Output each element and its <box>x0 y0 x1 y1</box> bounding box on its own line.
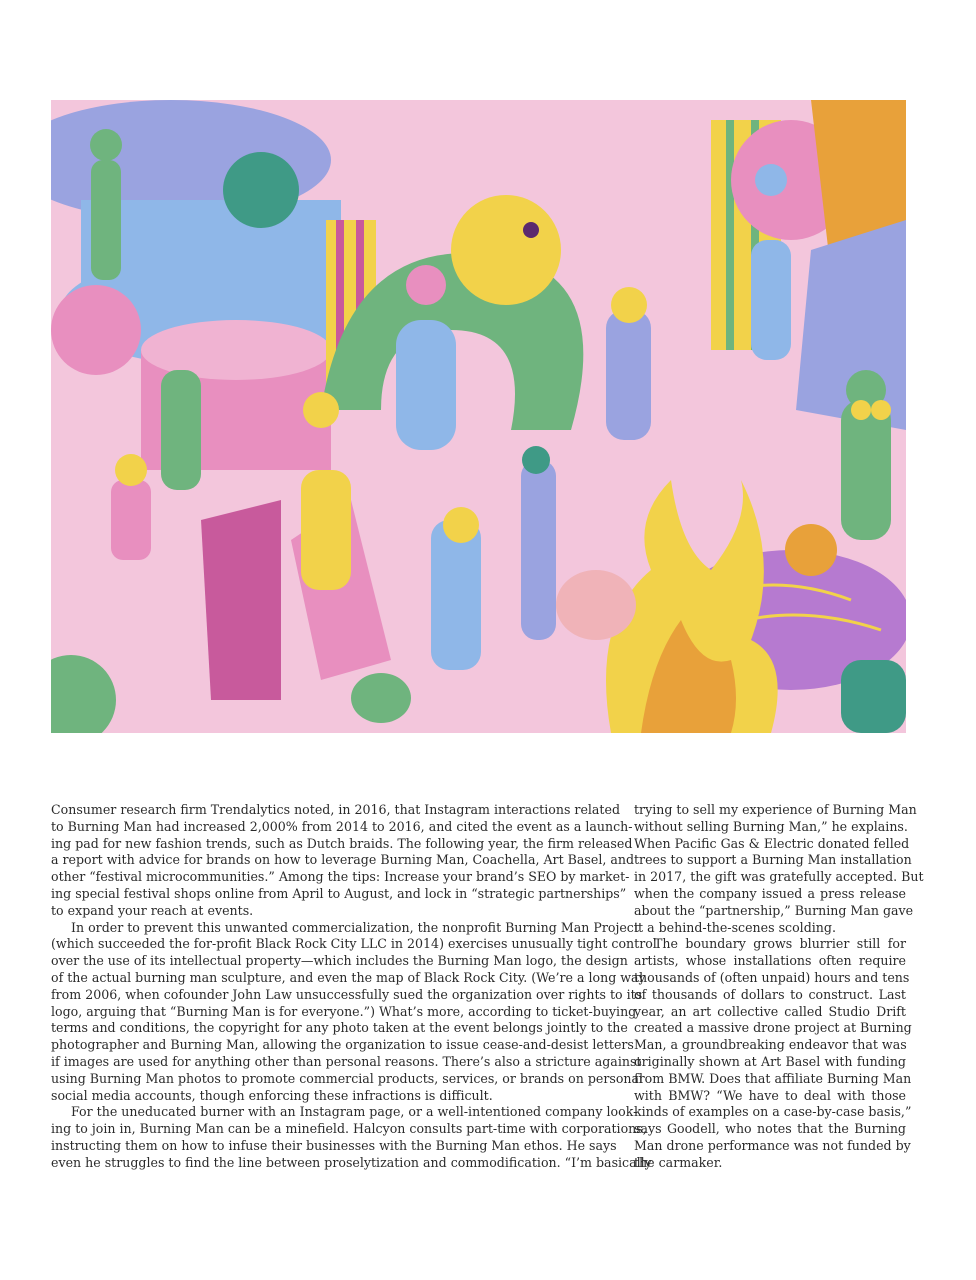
text-line: from BMW. Does that affiliate Burning Man <box>634 1070 912 1086</box>
text-line: it a behind-the-scenes scolding. <box>634 919 836 935</box>
text-line: using Burning Man photos to promote commercial products, services, or brands on personal <box>51 1070 644 1086</box>
text-line: about the “partnership,” Burning Man gave <box>634 902 914 918</box>
text-line: in 2017, the gift was gratefully accepted. But <box>634 869 924 885</box>
text-line: when the company issued a press release <box>634 885 906 901</box>
text-line: trying to sell my experience of Burning Man <box>634 802 917 817</box>
text-line: Consumer research firm Trendalytics noted, in 2016, that Instagram interactions related <box>51 802 621 817</box>
text-line: logo, arguing that “Burning Man is for everyone.”) What’s more, according to ticket-buying <box>51 1003 637 1019</box>
article-right-column <box>634 802 924 1172</box>
text-line: of thousands of dollars to construct. Last <box>634 986 906 1002</box>
text-line: instructing them on how to infuse their businesses with the Burning Man ethos. He says <box>51 1137 617 1153</box>
article-left-column <box>51 802 657 1172</box>
text-line: if images are used for anything other than personal reasons. There’s also a stricture against <box>51 1053 642 1069</box>
text-line: The boundary grows blurrier still for <box>654 936 906 952</box>
text-line: Man, a groundbreaking endeavor that was <box>634 1037 907 1053</box>
text-line: ing to join in, Burning Man can be a minefield. Halcyon consults part-time with corporations, <box>51 1121 647 1137</box>
text-line: Man drone performance was not funded by <box>634 1137 911 1153</box>
text-line: photographer and Burning Man, allowing the organization to issue cease-and-desist letters <box>51 1037 634 1053</box>
text-line: year, an art collective called Studio Drift <box>634 1003 906 1019</box>
text-line: thousands of (often unpaid) hours and tens <box>634 969 910 985</box>
text-line: to expand your reach at events. <box>51 902 254 918</box>
text-line: For the uneducated burner with an Instagram page, or a well-intentioned company look- <box>71 1104 638 1120</box>
text-line: artists, whose installations often require <box>634 953 906 969</box>
text-line: In order to prevent this unwanted commercialization, the nonprofit Burning Man Project <box>71 919 639 935</box>
festival-illustration <box>51 100 906 733</box>
text-line: created a massive drone project at Burning <box>634 1020 912 1036</box>
text-line: without selling Burning Man,” he explains. <box>634 818 908 834</box>
text-line: When Pacific Gas & Electric donated felled <box>634 835 910 851</box>
text-line: terms and conditions, the copyright for any photo taken at the event belongs jointly to the <box>51 1020 628 1036</box>
text-line: the carmaker. <box>634 1154 723 1170</box>
text-line: says Goodell, who notes that the Burning <box>634 1121 906 1137</box>
text-line: (which succeeded the for-profit Black Rock City LLC in 2014) exercises unusually tight control <box>51 936 657 952</box>
festival-crowd-illustration-icon <box>51 100 906 733</box>
text-line: to Burning Man had increased 2,000% from 2014 to 2016, and cited the event as a launch- <box>51 818 633 834</box>
text-line: even he struggles to find the line between proselytization and commodification. “I’m basically <box>51 1154 652 1170</box>
text-line: ing pad for new fashion trends, such as Dutch braids. The following year, the firm released <box>51 835 633 851</box>
text-line: over the use of its intellectual property—which includes the Burning Man logo, the design <box>51 953 628 969</box>
text-line: trees to support a Burning Man installation <box>634 852 912 868</box>
text-line: other “festival microcommunities.” Among the tips: Increase your brand’s SEO by market- <box>51 869 630 885</box>
text-line: of the actual burning man sculpture, and even the map of Black Rock City. (We’re a long way <box>51 969 646 985</box>
text-line: ing special festival shops online from April to August, and lock in “strategic partnerships” <box>51 885 627 901</box>
text-line: kinds of examples on a case-by-case basis,” <box>634 1104 912 1120</box>
text-line: from 2006, when cofounder John Law unsuccessfully sued the organization over rights to its <box>51 986 643 1002</box>
text-line: a report with advice for brands on how to leverage Burning Man, Coachella, Art Basel, and <box>51 852 635 868</box>
text-line: originally shown at Art Basel with funding <box>634 1053 906 1069</box>
text-line: social media accounts, though enforcing these infractions is difficult. <box>51 1087 493 1103</box>
text-line: with BMW? “We have to deal with those <box>634 1087 906 1103</box>
